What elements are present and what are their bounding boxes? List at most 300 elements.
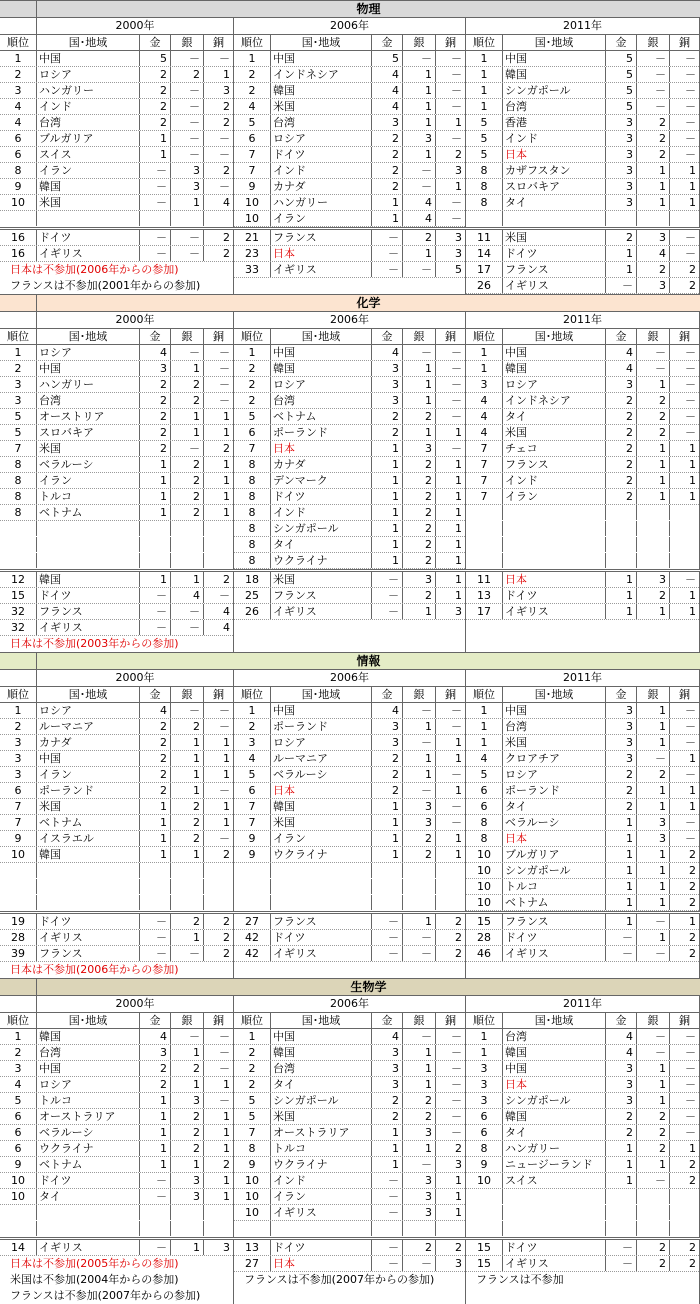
rank-cell: 13: [466, 588, 503, 603]
year-panel: [466, 1013, 700, 1237]
region-cell: シンガポール: [503, 863, 606, 878]
bronze-header: 銅: [445, 688, 456, 701]
table-row: [466, 930, 699, 946]
bronze-cell: －: [451, 1094, 462, 1107]
region-cell: ベラルーシ: [37, 457, 140, 472]
empty-cell: [670, 537, 699, 552]
rank-cell: 5: [234, 115, 271, 130]
table-row: [466, 1125, 699, 1141]
rank-cell: 11: [466, 572, 503, 587]
empty-cell: [670, 521, 699, 536]
gold-cell: 3: [606, 131, 637, 146]
region-cell: フランス: [37, 604, 140, 619]
rank-cell: 9: [0, 831, 37, 846]
table-row: [466, 425, 699, 441]
bronze-cell: 2: [689, 880, 696, 893]
table-row: [234, 345, 465, 361]
region-cell: イギリス: [37, 620, 140, 635]
table-row: [0, 751, 233, 767]
rank-cell: 4: [0, 115, 37, 130]
table-row: [466, 703, 699, 719]
rank-cell: 9: [234, 831, 271, 846]
empty-cell: [271, 863, 372, 878]
region-header: 国･地域: [503, 1013, 606, 1028]
rank-cell: 1: [466, 99, 503, 114]
rank-cell: 2: [234, 393, 271, 408]
rank-cell: 3: [466, 1093, 503, 1108]
region-cell: ドイツ: [503, 930, 606, 945]
empty-cell: [0, 879, 37, 894]
table-row: [234, 1141, 465, 1157]
bronze-cell: 1: [455, 180, 462, 193]
silver-cell: 3: [637, 230, 670, 245]
table-row: [0, 831, 233, 847]
silver-cell: 2: [637, 1109, 670, 1124]
bronze-cell: 2: [689, 947, 696, 960]
table-row: [234, 914, 465, 930]
header-spacer: [0, 1, 37, 17]
rank-cell: 7: [0, 799, 37, 814]
year-panel: [0, 35, 234, 227]
region-cell: 米国: [271, 815, 372, 830]
rank-cell: 6: [466, 1109, 503, 1124]
silver-cell: －: [637, 99, 670, 114]
rank-cell: 10: [234, 1205, 271, 1220]
empty-cell: [140, 553, 171, 568]
rank-cell: 2: [0, 1045, 37, 1060]
silver-cell: 3: [403, 131, 436, 146]
region-cell: 中国: [271, 51, 372, 66]
table-row: [466, 361, 699, 377]
rank-cell: 1: [234, 345, 271, 360]
table-row: [0, 1173, 233, 1189]
bronze-cell: 2: [223, 1158, 230, 1171]
region-cell: タイ: [37, 1189, 140, 1204]
region-cell: 中国: [37, 751, 140, 766]
year-spacer: [0, 18, 37, 34]
silver-cell: 3: [171, 1173, 204, 1188]
year-label: 2011年: [466, 670, 700, 686]
rank-cell: 1: [0, 1029, 37, 1044]
silver-cell: 2: [403, 409, 436, 424]
silver-cell: －: [403, 735, 436, 750]
bronze-cell: －: [451, 196, 462, 209]
region-cell: 中国: [37, 1061, 140, 1076]
table-row: [234, 489, 465, 505]
gold-cell: 1: [372, 815, 403, 830]
table-row: [466, 719, 699, 735]
bronze-cell: 4: [223, 621, 230, 634]
region-cell: トルコ: [37, 1093, 140, 1108]
lower-rank-grid: [0, 1237, 700, 1304]
region-cell: イギリス: [37, 246, 140, 261]
silver-header: 銀: [171, 687, 204, 702]
table-row: [234, 211, 465, 227]
empty-cell: [637, 211, 670, 226]
bronze-cell: －: [685, 1110, 696, 1123]
rank-cell: 11: [466, 230, 503, 245]
region-cell: イラン: [37, 163, 140, 178]
bronze-cell: －: [451, 1078, 462, 1091]
table-row: [0, 67, 233, 83]
empty-cell: [37, 1221, 140, 1236]
empty-line: [234, 962, 465, 978]
table-row: [234, 131, 465, 147]
silver-cell: －: [171, 946, 204, 961]
bronze-cell: －: [451, 704, 462, 717]
region-cell: デンマーク: [271, 473, 372, 488]
region-cell: ハンガリー: [503, 1141, 606, 1156]
rank-cell: 46: [466, 946, 503, 961]
year-panel: [234, 1013, 466, 1237]
column-header-row: [234, 1013, 465, 1029]
table-row: [466, 1256, 699, 1272]
empty-cell: [503, 521, 606, 536]
gold-cell: －: [372, 572, 403, 587]
bronze-cell: 2: [689, 848, 696, 861]
empty-cell: [637, 553, 670, 568]
region-cell: 米国: [37, 441, 140, 456]
bronze-cell: 2: [223, 931, 230, 944]
rank-cell: 10: [0, 1173, 37, 1188]
gold-cell: 1: [140, 457, 171, 472]
bronze-cell: 1: [223, 410, 230, 423]
silver-cell: －: [171, 99, 204, 114]
bronze-cell: 1: [455, 458, 462, 471]
silver-cell: 1: [171, 735, 204, 750]
rank-cell: 7: [466, 441, 503, 456]
bronze-cell: －: [685, 100, 696, 113]
table-row: [234, 1061, 465, 1077]
table-row: [0, 1189, 233, 1205]
participation-note: 米国は不参加(2004年からの参加): [10, 1273, 179, 1286]
table-row: [466, 751, 699, 767]
gold-cell: 2: [372, 1093, 403, 1108]
table-row: [234, 147, 465, 163]
region-cell: ベトナム: [37, 815, 140, 830]
table-row: [234, 521, 465, 537]
gold-cell: 4: [606, 345, 637, 360]
region-cell: ドイツ: [271, 930, 372, 945]
gold-cell: 2: [606, 1125, 637, 1140]
rank-cell: 15: [466, 1256, 503, 1271]
year-label: 2006年: [234, 18, 466, 34]
gold-cell: 2: [372, 783, 403, 798]
region-cell: 中国: [503, 51, 606, 66]
rank-cell: 6: [234, 783, 271, 798]
table-row: [0, 735, 233, 751]
rank-cell: 3: [0, 83, 37, 98]
silver-cell: 1: [403, 67, 436, 82]
empty-cell: [372, 879, 403, 894]
region-cell: ベラルーシ: [37, 1125, 140, 1140]
bronze-cell: 2: [689, 263, 696, 276]
empty-cell: [606, 553, 637, 568]
empty-cell: [372, 863, 403, 878]
empty-cell: [503, 1189, 606, 1204]
gold-cell: 1: [372, 457, 403, 472]
rank-cell: 8: [234, 473, 271, 488]
region-cell: 香港: [503, 115, 606, 130]
bronze-header: 銅: [679, 1014, 690, 1027]
silver-cell: 1: [637, 441, 670, 456]
gold-cell: 5: [140, 51, 171, 66]
silver-cell: 2: [637, 115, 670, 130]
silver-cell: 2: [403, 521, 436, 536]
rank-cell: 42: [234, 946, 271, 961]
gold-cell: 2: [372, 1109, 403, 1124]
year-label: 2006年: [234, 670, 466, 686]
empty-cell: [140, 863, 171, 878]
table-row: [0, 345, 233, 361]
table-row: [0, 230, 233, 246]
bronze-cell: 1: [689, 605, 696, 618]
bronze-cell: 1: [455, 1174, 462, 1187]
gold-cell: 2: [140, 1077, 171, 1092]
region-cell: シンガポール: [503, 83, 606, 98]
gold-header: 金: [372, 329, 403, 344]
table-row: [0, 1125, 233, 1141]
rank-cell: 3: [0, 735, 37, 750]
rank-cell: 14: [0, 1240, 37, 1255]
silver-cell: 2: [171, 815, 204, 830]
bronze-cell: 1: [689, 752, 696, 765]
rank-header: 順位: [234, 35, 271, 50]
table-row: [466, 895, 699, 911]
table-row: [0, 895, 233, 911]
bronze-header: 銅: [213, 330, 224, 343]
rank-cell: 8: [234, 553, 271, 568]
rank-cell: 23: [234, 246, 271, 261]
table-row: [0, 553, 233, 569]
bronze-cell: 1: [689, 474, 696, 487]
rank-cell: 32: [0, 620, 37, 635]
region-cell: インドネシア: [503, 393, 606, 408]
table-row: [0, 767, 233, 783]
bronze-cell: －: [219, 180, 230, 193]
gold-cell: 2: [606, 230, 637, 245]
silver-cell: 3: [403, 441, 436, 456]
silver-cell: 1: [637, 1093, 670, 1108]
bronze-cell: 1: [689, 196, 696, 209]
region-cell: カナダ: [271, 179, 372, 194]
bronze-cell: －: [451, 1110, 462, 1123]
silver-cell: 3: [171, 179, 204, 194]
empty-cell: [670, 553, 699, 568]
empty-cell: [606, 211, 637, 226]
silver-cell: 1: [637, 799, 670, 814]
bronze-cell: －: [685, 1126, 696, 1139]
rank-cell: 21: [234, 230, 271, 245]
table-row: [0, 377, 233, 393]
silver-cell: 2: [171, 489, 204, 504]
silver-cell: 1: [637, 703, 670, 718]
table-row: [466, 51, 699, 67]
silver-cell: 1: [403, 719, 436, 734]
silver-cell: －: [637, 914, 670, 929]
bronze-cell: 1: [455, 490, 462, 503]
participation-note: フランスは不参加(2007年からの参加): [10, 1289, 201, 1302]
silver-cell: 3: [403, 572, 436, 587]
gold-cell: －: [372, 1189, 403, 1204]
empty-cell: [204, 879, 233, 894]
empty-cell: [436, 1221, 465, 1236]
bronze-cell: －: [685, 132, 696, 145]
rank-cell: 4: [0, 1077, 37, 1092]
rank-cell: 2: [0, 719, 37, 734]
gold-header: 金: [606, 1013, 637, 1028]
silver-cell: 1: [403, 1141, 436, 1156]
rank-cell: 10: [234, 195, 271, 210]
bronze-cell: －: [451, 1062, 462, 1075]
empty-cell: [466, 521, 503, 536]
rank-cell: 17: [466, 262, 503, 277]
silver-cell: 2: [403, 489, 436, 504]
rank-cell: 26: [234, 604, 271, 619]
region-cell: スイス: [503, 1173, 606, 1188]
region-cell: 韓国: [271, 83, 372, 98]
gold-header: 金: [372, 1013, 403, 1028]
bronze-cell: －: [219, 394, 230, 407]
table-row: [234, 1256, 465, 1272]
bronze-cell: －: [219, 720, 230, 733]
gold-cell: 3: [372, 377, 403, 392]
section-phys: [0, 0, 700, 294]
bronze-header: 銅: [445, 36, 456, 49]
empty-cell: [637, 537, 670, 552]
gold-cell: 1: [606, 604, 637, 619]
bronze-cell: 3: [455, 231, 462, 244]
region-cell: 韓国: [37, 572, 140, 587]
rank-cell: 8: [234, 505, 271, 520]
bronze-cell: 3: [455, 164, 462, 177]
empty-cell: [204, 863, 233, 878]
region-cell: 台湾: [503, 1029, 606, 1044]
region-cell: フランス: [271, 588, 372, 603]
region-cell: 台湾: [271, 393, 372, 408]
bronze-cell: －: [451, 1046, 462, 1059]
bronze-cell: －: [219, 1030, 230, 1043]
region-cell: トルコ: [503, 879, 606, 894]
silver-cell: 1: [171, 1157, 204, 1172]
table-row: [0, 441, 233, 457]
region-cell: トルコ: [37, 489, 140, 504]
bronze-cell: 1: [455, 573, 462, 586]
table-row: [234, 246, 465, 262]
region-cell: 韓国: [503, 1045, 606, 1060]
silver-cell: －: [637, 946, 670, 961]
column-header-row: [0, 35, 233, 51]
gold-cell: 1: [606, 572, 637, 587]
rank-cell: 2: [234, 67, 271, 82]
table-row: [466, 147, 699, 163]
bronze-cell: 1: [223, 1078, 230, 1091]
bronze-cell: 3: [455, 605, 462, 618]
silver-cell: 1: [171, 1240, 204, 1255]
region-cell: フランス: [271, 914, 372, 929]
region-cell: インド: [271, 505, 372, 520]
bronze-cell: 4: [223, 196, 230, 209]
region-cell: ドイツ: [37, 230, 140, 245]
year-label: 2011年: [466, 996, 700, 1012]
rank-cell: 1: [466, 83, 503, 98]
region-cell: ウクライナ: [37, 1141, 140, 1156]
table-row: [234, 879, 465, 895]
empty-cell: [37, 895, 140, 910]
silver-cell: －: [171, 246, 204, 261]
table-row: [234, 115, 465, 131]
rank-cell: 1: [466, 345, 503, 360]
table-row: [0, 879, 233, 895]
bronze-header: 銅: [213, 1014, 224, 1027]
rank-cell: 2: [0, 361, 37, 376]
silver-cell: －: [171, 441, 204, 456]
section-title: 物理: [356, 2, 381, 16]
rank-cell: 5: [234, 767, 271, 782]
year-label: 2011年: [466, 312, 700, 328]
bronze-cell: 1: [455, 554, 462, 567]
bronze-cell: －: [685, 1062, 696, 1075]
bronze-cell: －: [219, 784, 230, 797]
table-row: [466, 1093, 699, 1109]
lower-rank-panel: [466, 230, 700, 294]
medal-grid: [0, 329, 700, 569]
silver-cell: 1: [637, 1157, 670, 1172]
silver-cell: －: [403, 783, 436, 798]
gold-cell: 1: [372, 211, 403, 226]
region-cell: タイ: [503, 1125, 606, 1140]
bronze-cell: －: [451, 800, 462, 813]
region-cell: インドネシア: [271, 67, 372, 82]
silver-cell: 1: [637, 1077, 670, 1092]
silver-cell: 1: [403, 115, 436, 130]
gold-cell: 1: [140, 131, 171, 146]
region-header: 国･地域: [271, 329, 372, 344]
region-cell: ドイツ: [37, 914, 140, 929]
rank-cell: 2: [234, 1061, 271, 1076]
gold-cell: 1: [606, 879, 637, 894]
empty-cell: [0, 1205, 37, 1220]
table-row: [0, 1093, 233, 1109]
empty-cell: [204, 211, 233, 226]
bronze-cell: 4: [223, 605, 230, 618]
rank-cell: 6: [466, 799, 503, 814]
rank-cell: 7: [234, 441, 271, 456]
table-row: [0, 425, 233, 441]
bronze-cell: 2: [455, 915, 462, 928]
gold-cell: 2: [606, 473, 637, 488]
rank-header: 順位: [466, 1013, 503, 1028]
bronze-cell: 5: [455, 263, 462, 276]
gold-cell: 1: [606, 588, 637, 603]
rank-cell: 9: [0, 1157, 37, 1172]
gold-cell: 1: [140, 505, 171, 520]
region-cell: 中国: [271, 1029, 372, 1044]
gold-cell: 1: [606, 895, 637, 910]
year-spacer: [0, 312, 37, 328]
region-cell: 韓国: [37, 847, 140, 862]
table-row: [234, 51, 465, 67]
table-row: [466, 473, 699, 489]
table-row: [466, 377, 699, 393]
table-row: [0, 799, 233, 815]
section-header: [0, 294, 700, 311]
gold-cell: －: [140, 930, 171, 945]
rank-cell: 10: [0, 195, 37, 210]
section-header: [0, 978, 700, 995]
silver-cell: 1: [403, 751, 436, 766]
silver-cell: 1: [171, 783, 204, 798]
